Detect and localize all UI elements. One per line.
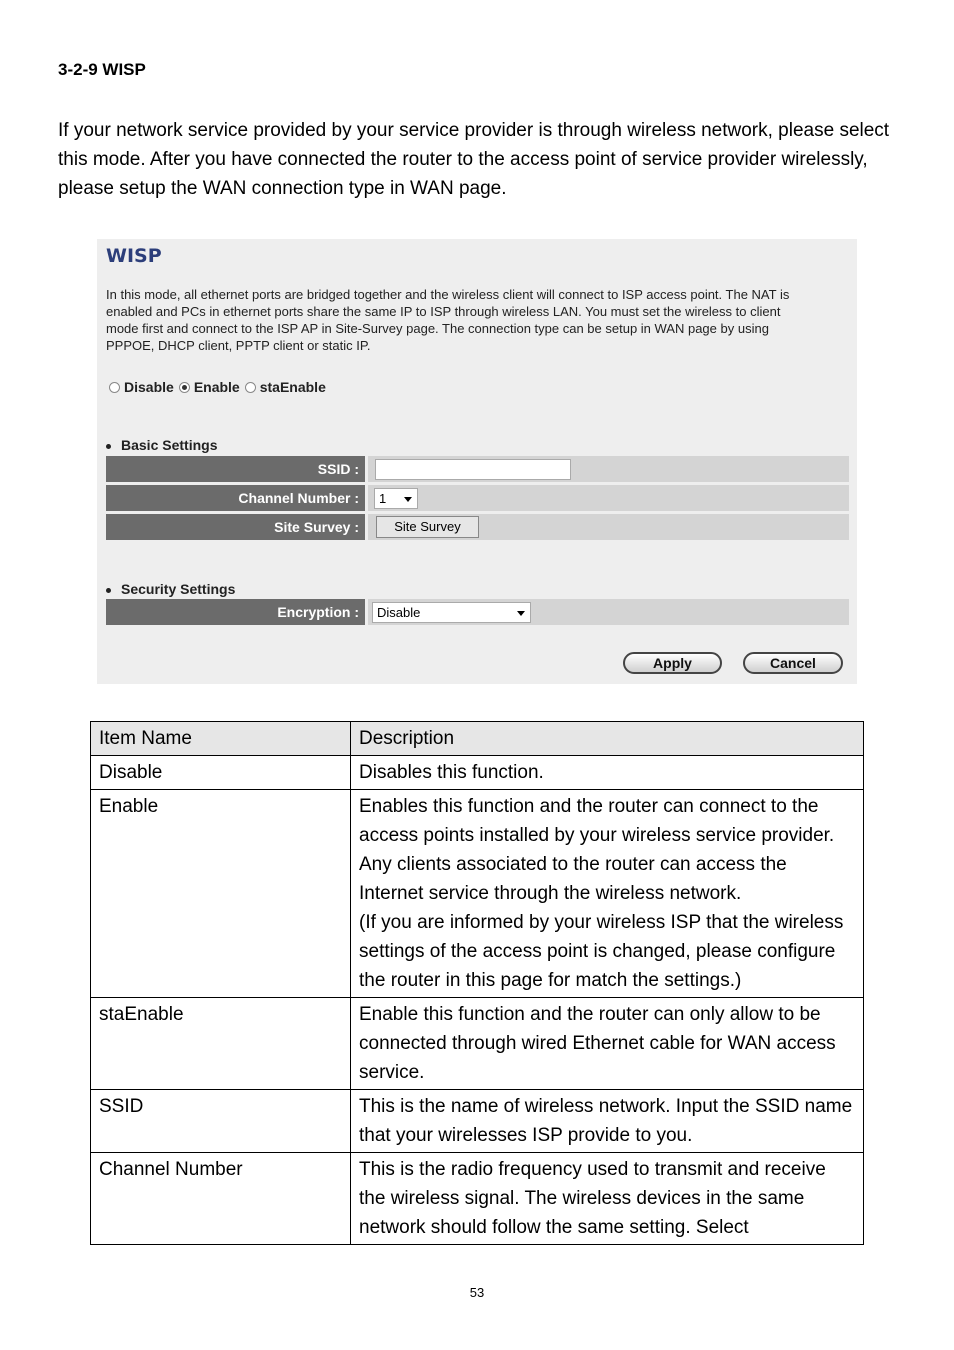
chevron-down-icon (517, 611, 525, 616)
wisp-screenshot (97, 239, 857, 684)
channel-select-value: 1 (379, 491, 387, 506)
encryption-value-cell (368, 599, 849, 625)
description-text: Enable this function and the router can only allow to be connected through wired Ethernet cable for WAN access service. (359, 1004, 836, 1083)
description-text: Enables this function and the router can connect to the access points installed by your wireless service provider. Any clients associated to the router can access the Internet service through the wireless network. (359, 796, 835, 904)
enable-radio[interactable] (179, 382, 190, 393)
encryption-select[interactable] (372, 602, 531, 623)
bullet-icon (106, 444, 111, 449)
section-heading: 3-2-9 WISP (58, 60, 146, 79)
ssid-label: SSID : (106, 456, 365, 482)
description-cell (351, 1090, 864, 1153)
basic-settings-title (106, 437, 217, 453)
ssid-row (106, 456, 849, 482)
ssid-value-cell (368, 456, 849, 482)
chevron-down-icon (404, 497, 412, 502)
encryption-label: Encryption : (106, 599, 365, 625)
channel-select[interactable] (374, 488, 418, 509)
page-number: 53 (469, 1285, 485, 1300)
disable-radio-label: Disable (124, 379, 174, 395)
description-note: (If you are informed by your wireless ISP that the wireless settings of the access point is changed, please configure the router in this page for match the settings.) (359, 912, 844, 991)
security-settings-label: Security Settings (121, 581, 236, 597)
site-survey-button[interactable]: Site Survey (376, 516, 479, 538)
channel-value-cell (368, 485, 849, 511)
item-name-cell: Disable (91, 756, 351, 790)
description-cell (351, 756, 864, 790)
description-text: This is the radio frequency used to transmit and receive the wireless signal. The wireless devices in the same network should follow the same setting. Select (359, 1159, 826, 1238)
staenable-radio-label: staEnable (259, 379, 326, 395)
site-survey-row (106, 514, 849, 540)
item-name-cell: Channel Number (91, 1153, 351, 1245)
bullet-icon (106, 588, 111, 593)
item-description-table (90, 721, 864, 1245)
description-cell (351, 1153, 864, 1245)
intro-paragraph: If your network service provided by your service provider is through wireless network, please select this mode. After you have connected the router to the access point of service provider wirelessly, please setup the WAN connection type in WAN page. (58, 120, 890, 199)
item-name-cell: staEnable (91, 998, 351, 1090)
disable-radio[interactable] (109, 382, 120, 393)
description-text: Disables this function. (359, 762, 544, 783)
ssid-input[interactable] (375, 459, 571, 480)
description-cell (351, 790, 864, 998)
apply-button[interactable]: Apply (623, 652, 722, 674)
item-name-cell: SSID (91, 1090, 351, 1153)
table-row (91, 998, 864, 1090)
staenable-radio[interactable] (245, 382, 256, 393)
encryption-row (106, 599, 849, 625)
channel-label: Channel Number : (106, 485, 365, 511)
basic-settings-label: Basic Settings (121, 437, 218, 453)
description-cell (351, 998, 864, 1090)
description-text: This is the name of wireless network. Input the SSID name that your wirelesses ISP provide to you. (359, 1096, 853, 1146)
item-name-cell: Enable (91, 790, 351, 998)
enable-radio-label: Enable (193, 379, 240, 395)
cancel-button[interactable]: Cancel (743, 652, 843, 674)
header-item-name: Item Name (91, 722, 351, 756)
header-description: Description (351, 722, 864, 756)
screenshot-title: WISP (106, 245, 162, 267)
table-row (91, 1090, 864, 1153)
channel-row (106, 485, 849, 511)
security-settings-title (106, 581, 235, 597)
table-header-row (91, 722, 864, 756)
encryption-select-value: Disable (377, 605, 421, 620)
screenshot-description: In this mode, all ethernet ports are bridged together and the wireless client will connect to ISP access point. The NAT is enabled and PCs in ethernet ports share the same IP to ISP through wireless LAN. You must set the wireless to client mode first and connect to the ISP AP in Site-Survey page. The connection type can be setup in WAN page by using PPPOE, DHCP client, PPTP client or static IP. (106, 287, 790, 353)
site-survey-value-cell (368, 514, 849, 540)
site-survey-label: Site Survey : (106, 514, 365, 540)
table-row (91, 756, 864, 790)
table-row (91, 790, 864, 998)
table-row (91, 1153, 864, 1245)
mode-radio-group (109, 379, 331, 395)
